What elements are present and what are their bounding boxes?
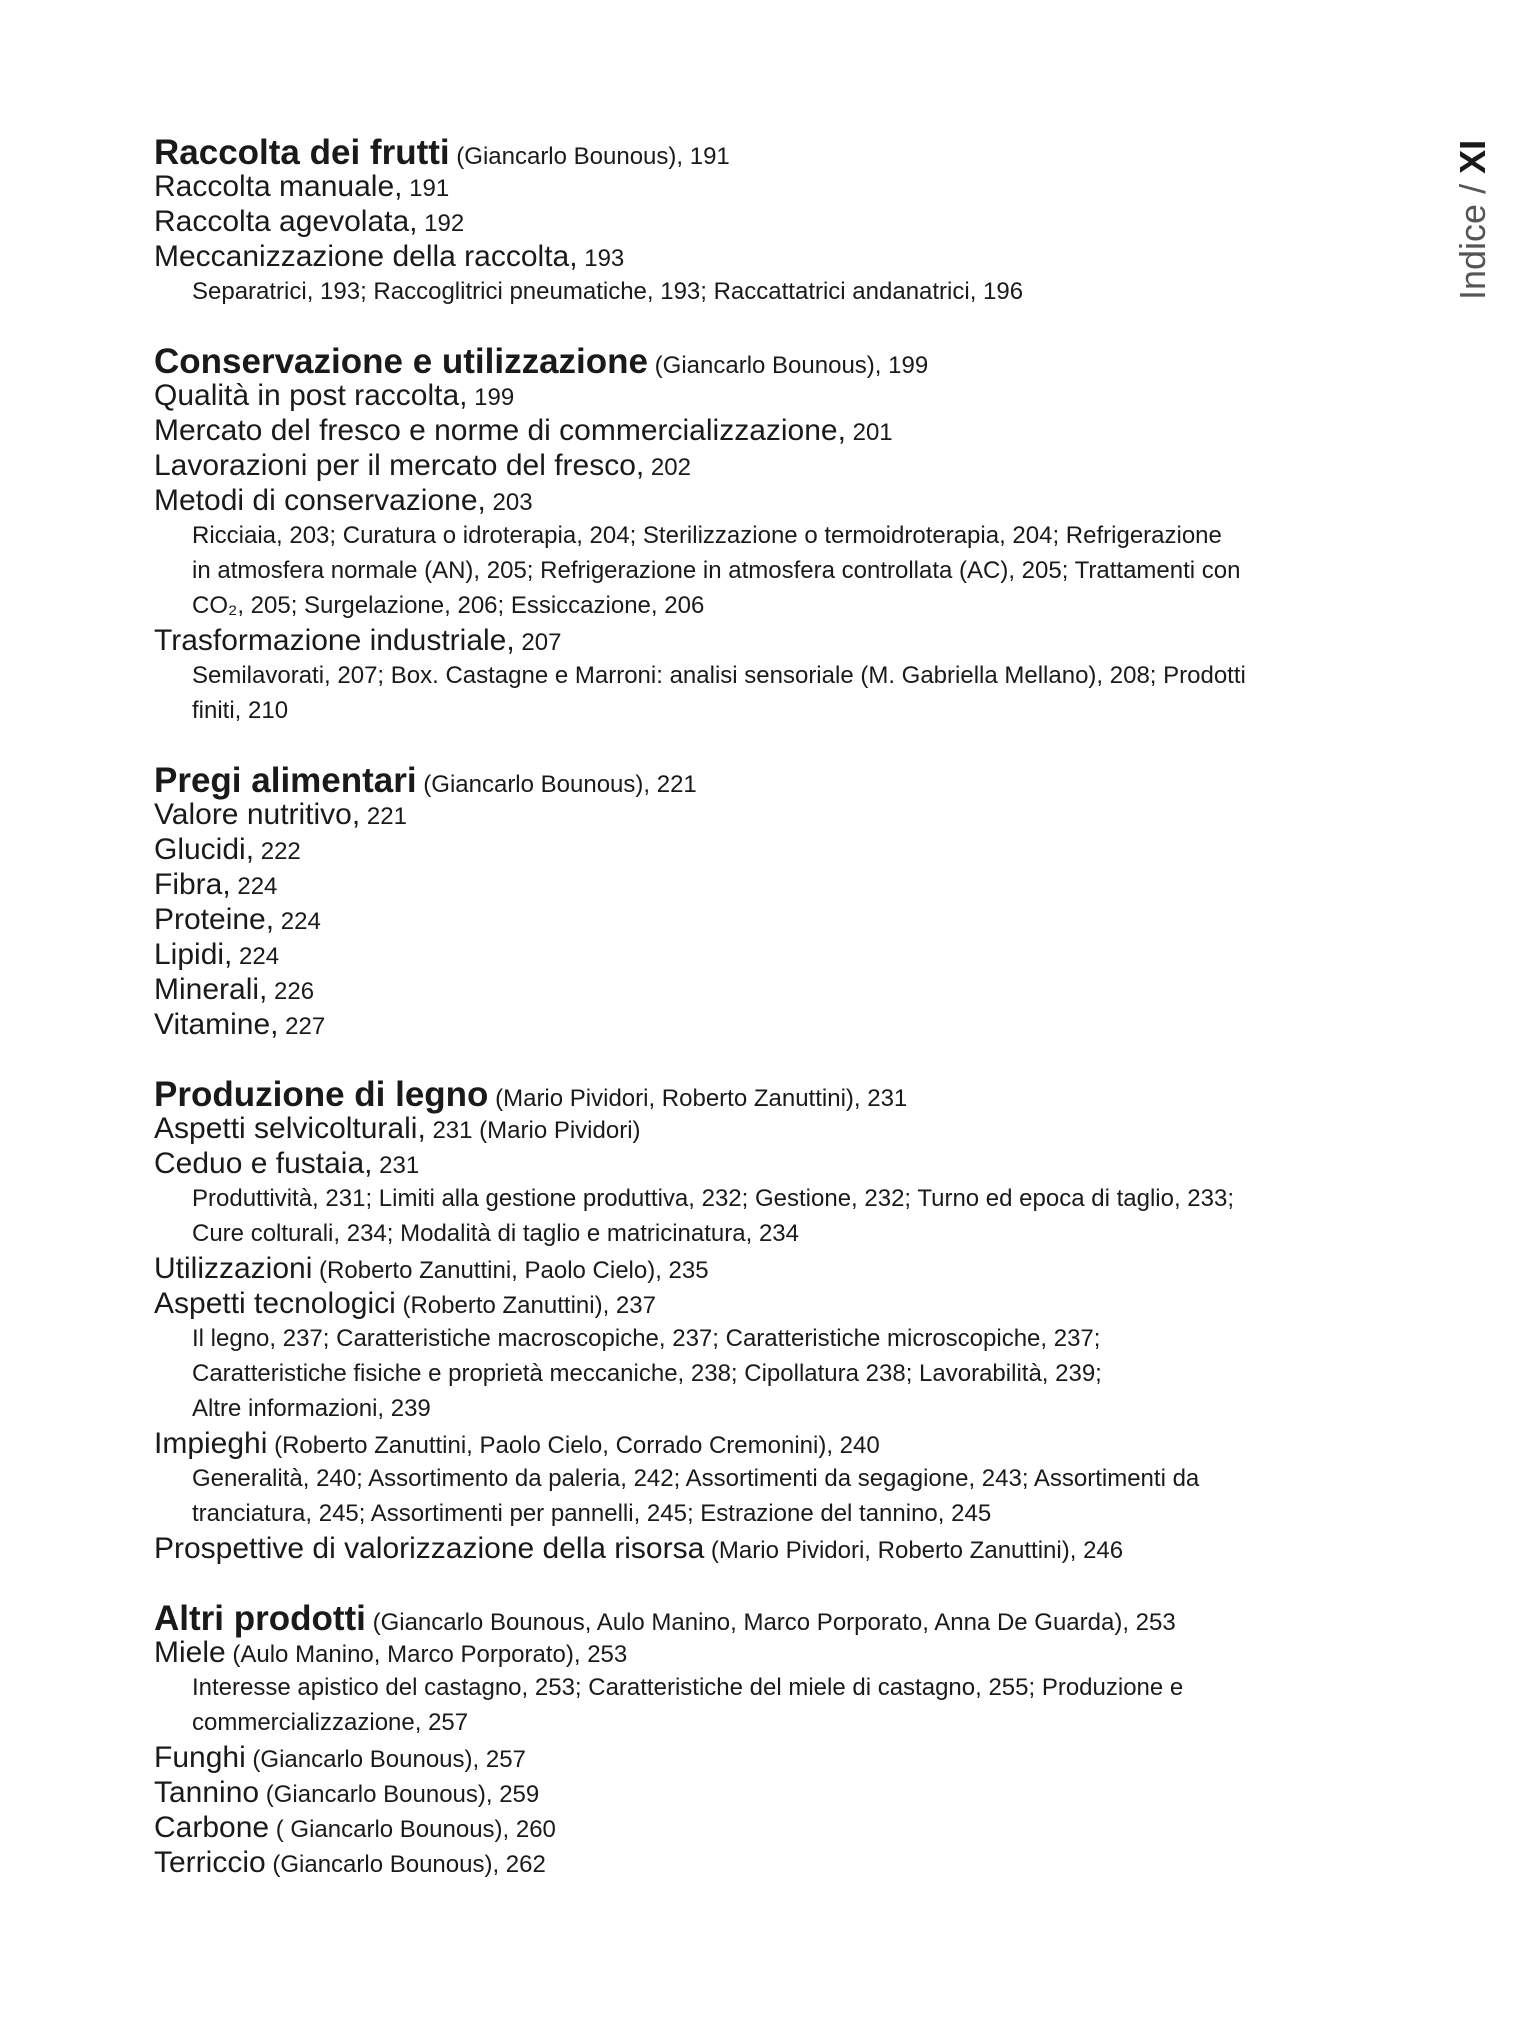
toc-section — [154, 762, 1394, 1042]
toc-entry — [154, 1111, 1394, 1146]
entry-page: 193 — [577, 245, 625, 272]
toc-entry — [154, 1426, 1394, 1461]
entry-title: Metodi di conservazione, — [154, 484, 486, 517]
subentry-line: Produttività, 231; Limiti alla gestione produttiva, 232; Gestione, 232; Turno ed epoca di taglio, 233; — [192, 1185, 1234, 1212]
toc-entry — [154, 937, 1394, 972]
section-title: Produzione di legno — [154, 1075, 489, 1114]
toc-entry — [154, 239, 1394, 274]
entry-page: 221 — [360, 803, 407, 830]
entry-page: (Roberto Zanuttini), 237 — [395, 1292, 656, 1319]
entry-page: 202 — [644, 454, 691, 481]
toc-entry — [154, 1146, 1394, 1181]
toc-entry — [154, 413, 1394, 448]
table-of-contents — [154, 134, 1394, 1914]
entry-page: 227 — [278, 1013, 326, 1040]
page-numeral: XI — [1452, 139, 1493, 174]
entry-page: 231 (Mario Pividori) — [425, 1117, 641, 1144]
entry-title: Mercato del fresco e norme di commercializzazione, — [154, 414, 846, 447]
subentry-line: CO₂, 205; Surgelazione, 206; Essiccazione, 206 — [192, 592, 705, 619]
toc-entry — [154, 1740, 1394, 1775]
toc-entry — [154, 1775, 1394, 1810]
subentry-line: Generalità, 240; Assortimento da paleria, 242; Assortimenti da segagione, 243; Assortimenti da — [192, 1465, 1200, 1492]
toc-entry — [154, 1531, 1394, 1566]
entry-title: Carbone — [154, 1811, 270, 1844]
toc-entry — [154, 972, 1394, 1007]
entry-title: Utilizzazioni — [154, 1252, 313, 1285]
section-authors-page: (Giancarlo Bounous), 221 — [416, 771, 697, 798]
section-authors-page: (Mario Pividori, Roberto Zanuttini), 231 — [488, 1085, 908, 1112]
entry-page: 226 — [267, 978, 315, 1005]
subentry-line: finiti, 210 — [192, 697, 289, 724]
running-header — [1452, 140, 1494, 300]
entry-title: Terriccio — [154, 1846, 266, 1879]
entry-title: Aspetti tecnologici — [154, 1287, 396, 1320]
toc-entry — [154, 902, 1394, 937]
subentry-line: in atmosfera normale (AN), 205; Refrigerazione in atmosfera controllata (AC), 205; Trattamenti con — [192, 557, 1241, 584]
entry-page: (Aulo Manino, Marco Porporato), 253 — [225, 1641, 628, 1668]
entry-page: 191 — [402, 175, 450, 202]
toc-entry — [154, 1845, 1394, 1880]
section-title: Conservazione e utilizzazione — [154, 342, 648, 381]
toc-subentries — [154, 274, 1394, 309]
section-heading — [154, 761, 1394, 800]
entry-title: Lavorazioni per il mercato del fresco, — [154, 449, 645, 482]
toc-entry — [154, 623, 1394, 658]
toc-subentries — [154, 1321, 1394, 1426]
toc-subentries — [154, 1181, 1394, 1251]
entry-page: 224 — [232, 943, 280, 970]
entry-title: Raccolta agevolata, — [154, 205, 418, 238]
toc-entry — [154, 832, 1394, 867]
toc-entry — [154, 483, 1394, 518]
entry-page: 201 — [845, 419, 893, 446]
toc-subentries — [154, 658, 1394, 728]
subentry-line: Separatrici, 193; Raccoglitrici pneumatiche, 193; Raccattatrici andanatrici, 196 — [192, 278, 1024, 305]
entry-title: Tannino — [154, 1776, 260, 1809]
section-heading — [154, 342, 1394, 381]
section-heading — [154, 1075, 1394, 1114]
toc-section — [154, 1076, 1394, 1566]
subentry-line: Caratteristiche fisiche e proprietà meccaniche, 238; Cipollatura 238; Lavorabilità, 239; — [192, 1360, 1102, 1387]
entry-page: (Giancarlo Bounous), 262 — [265, 1851, 546, 1878]
entry-title: Prospettive di valorizzazione della risorsa — [154, 1532, 705, 1565]
entry-page: (Giancarlo Bounous), 259 — [259, 1781, 540, 1808]
section-title: Pregi alimentari — [154, 761, 417, 800]
entry-page: 224 — [274, 908, 321, 935]
subentry-line: tranciatura, 245; Assortimenti per pannelli, 245; Estrazione del tannino, 245 — [192, 1500, 992, 1527]
toc-entry — [154, 797, 1394, 832]
toc-entry — [154, 378, 1394, 413]
toc-entry — [154, 1007, 1394, 1042]
section-heading — [154, 1599, 1394, 1638]
entry-title: Meccanizzazione della raccolta, — [154, 240, 578, 273]
subentry-line: Ricciaia, 203; Curatura o idroterapia, 204; Sterilizzazione o termoidroterapia, 204; Refrigerazione — [192, 522, 1222, 549]
entry-title: Vitamine, — [154, 1008, 279, 1041]
toc-subentries — [154, 1461, 1394, 1531]
entry-title: Valore nutritivo, — [154, 798, 361, 831]
toc-entry — [154, 204, 1394, 239]
subentry-line: Altre informazioni, 239 — [192, 1395, 431, 1422]
entry-title: Raccolta manuale, — [154, 170, 403, 203]
toc-entry — [154, 1810, 1394, 1845]
subentry-line: commercializzazione, 257 — [192, 1709, 469, 1736]
toc-subentries — [154, 518, 1394, 623]
toc-section — [154, 343, 1394, 728]
entry-title: Aspetti selvicolturali, — [154, 1112, 426, 1145]
subentry-line: Interesse apistico del castagno, 253; Caratteristiche del miele di castagno, 255; Produzione e — [192, 1674, 1184, 1701]
entry-page: 231 — [372, 1152, 420, 1179]
entry-title: Proteine, — [154, 903, 275, 936]
toc-entry — [154, 1286, 1394, 1321]
section-title: Altri prodotti — [154, 1599, 366, 1638]
entry-title: Minerali, — [154, 973, 268, 1006]
entry-page: 224 — [230, 873, 278, 900]
running-header-text: Indice / — [1452, 173, 1493, 300]
subentry-line: Semilavorati, 207; Box. Castagne e Marroni: analisi sensoriale (M. Gabriella Mellano), 208; Prodotti — [192, 662, 1246, 689]
entry-page: 222 — [254, 838, 301, 865]
entry-title: Lipidi, — [154, 938, 233, 971]
toc-entry — [154, 1251, 1394, 1286]
entry-title: Funghi — [154, 1741, 246, 1774]
entry-page: (Giancarlo Bounous), 257 — [245, 1746, 526, 1773]
entry-page: (Mario Pividori, Roberto Zanuttini), 246 — [704, 1537, 1124, 1564]
entry-title: Fibra, — [154, 868, 231, 901]
subentry-line: Cure colturali, 234; Modalità di taglio e matricinatura, 234 — [192, 1220, 799, 1247]
entry-title: Qualità in post raccolta, — [154, 379, 468, 412]
toc-entry — [154, 448, 1394, 483]
subentry-line: Il legno, 237; Caratteristiche macroscopiche, 237; Caratteristiche microscopiche, 237; — [192, 1325, 1101, 1352]
section-authors-page: (Giancarlo Bounous), 199 — [648, 352, 929, 379]
toc-section — [154, 134, 1394, 309]
entry-title: Trasformazione industriale, — [154, 624, 515, 657]
section-heading — [154, 133, 1394, 172]
section-authors-page: (Giancarlo Bounous), 191 — [449, 143, 730, 170]
entry-page: 207 — [514, 629, 562, 656]
section-title: Raccolta dei frutti — [154, 133, 450, 172]
entry-title: Miele — [154, 1636, 226, 1669]
entry-title: Impieghi — [154, 1427, 268, 1460]
toc-section — [154, 1600, 1394, 1880]
section-authors-page: (Giancarlo Bounous, Aulo Manino, Marco Porporato, Anna De Guarda), 253 — [365, 1609, 1176, 1636]
toc-subentries — [154, 1670, 1394, 1740]
toc-entry — [154, 169, 1394, 204]
entry-page: 192 — [417, 210, 465, 237]
entry-page: 199 — [467, 384, 515, 411]
entry-title: Ceduo e fustaia, — [154, 1147, 373, 1180]
entry-page: (Roberto Zanuttini, Paolo Cielo, Corrado Cremonini), 240 — [267, 1432, 880, 1459]
entry-page: ( Giancarlo Bounous), 260 — [269, 1816, 556, 1843]
entry-title: Glucidi, — [154, 833, 255, 866]
toc-entry — [154, 867, 1394, 902]
toc-entry — [154, 1635, 1394, 1670]
entry-page: (Roberto Zanuttini, Paolo Cielo), 235 — [312, 1257, 709, 1284]
entry-page: 203 — [485, 489, 533, 516]
